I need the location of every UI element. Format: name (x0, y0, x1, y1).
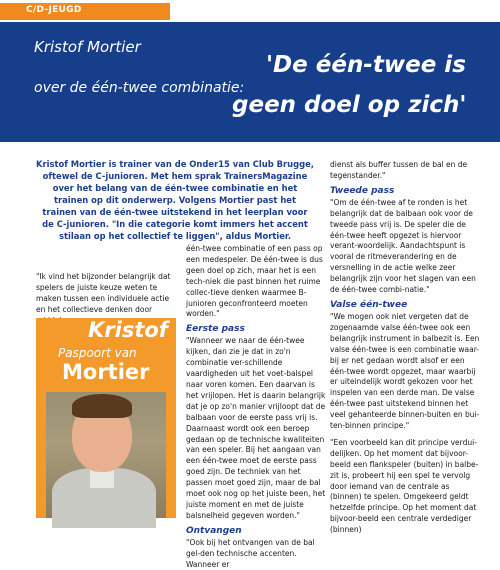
header-subtitle: over de één-twee combinatie: (34, 80, 245, 96)
passport-last-name: Mortier (62, 360, 150, 384)
top-bar (0, 0, 500, 22)
col2-paragraph-2: "Wanneer we naar de één-twee kijken, dan zie je dat in zo'n combinatie ver-schillende vaardigheden uit het voet-balspel naar voren komen. Een daarvan is het vrijlopen. Het is daarin belangrijk dat je op zo'n manier vrijloopt dat de balbaan voor de eerste pass vrij is. Daarnaast wordt ook een beroep gedaan op de technische kwaliteiten van een speler. Bij het aangaan van een één-twee moet de eerste pass goed zijn. De techniek van het passen moet goed zijn, maar de bal moet ook nog op het juiste been, het juiste moment en met de juiste balsnelheid gegeven worden." (186, 336, 326, 520)
photo-hair (72, 394, 132, 418)
col2-heading-2: Ontvangen (186, 525, 242, 536)
portrait-photo (46, 392, 166, 518)
col2-paragraph-3: "Ook bij het ontvangen van de bal gel-den technische accenten. Wanneer er (186, 537, 315, 569)
section-tag (0, 3, 170, 20)
col1-paragraph-1: "Ik vind het bijzonder belangrijk dat spelers de juiste keuze weten te maken tussen een individuele actie en het collectieve denken door (36, 272, 171, 314)
col3-paragraph-1: dienst als buffer tussen de bal en de tegenstander." (330, 160, 468, 180)
col3-paragraph-2: "Om de één-twee af te ronden is het belangrijk dat de balbaan ook voor de tweede pass vrij is. De speler die de één-twee heeft opgezet is hiervoor verant-woordelijk. Aandachtspunt is vooral de ritmeverandering en de versnelling in de actie welke zeer belangrijk zijn voor het slagen van een de één-twee combi-natie." (330, 197, 476, 295)
passport-label: Paspoort van (58, 346, 137, 360)
col3-paragraph-3: "We mogen ook niet vergeten dat de zogenaamde valse één-twee ook een belangrijk instrument in balbezit is. Een valse één-twee is een combinatie waar-bij er net gedaan wordt alsof er een één-twee wordt opgezet, maar waarbij er uiteindelijk wordt gekozen voor het inspelen van een derde man. De valse één-twee past uitstekend binnen het veel gehanteerde binnen-buiten en bui-ten-binnen principe." (330, 311, 480, 431)
column-3 (330, 160, 480, 536)
article-header (0, 22, 500, 142)
col2-paragraph-1: één-twee combinatie of een pass op een medespeler. De één-twee is dus geen doel op zich, maar het is een tech-niek die past binnen het ruime collec-tieve denken waarmee B-junioren geconfronteerd moeten worden." (186, 244, 323, 319)
column-2 (186, 244, 326, 570)
header-author: Kristof Mortier (34, 38, 141, 56)
passport-box (36, 318, 176, 518)
header-title-line2: geen doel op zich' (232, 92, 467, 118)
header-title-line1: 'De één-twee is (266, 52, 466, 78)
section-tag-label: C/D-JEUGD (26, 5, 82, 15)
col3-heading-1: Tweede pass (330, 185, 395, 196)
col3-paragraph-4: "Een voorbeeld kan dit principe verdui-delijken. Op het moment dat bijvoor-beeld een flankspeler (buiten) in balbe-zit is, probeert hij een spel te vervolg door iemand van de centrale as (binnen) te spelen. Omgekeerd geldt hetzelfde principe. Op het moment dat bijvoor-beeld een centrale verdediger (binnen) (330, 437, 479, 535)
article-intro: Kristof Mortier is trainer van de Onder15 van Club Brugge, oftewel de C-junioren. Met hem sprak TrainersMagazine over het belang van de één-twee combinatie en het trainen op dit onderwerp. Volgens Mortier past het trainen van de één-twee uitstekend in het leerplan voor de C-junioren. "In die categorie komt immers het accent stilaan op het collectief te liggen", aldus Mortier. (36, 159, 314, 241)
col2-heading-1: Eerste pass (186, 324, 245, 335)
passport-first-name: Kristof (88, 318, 168, 342)
col3-heading-2: Valse één-twee (330, 299, 408, 310)
